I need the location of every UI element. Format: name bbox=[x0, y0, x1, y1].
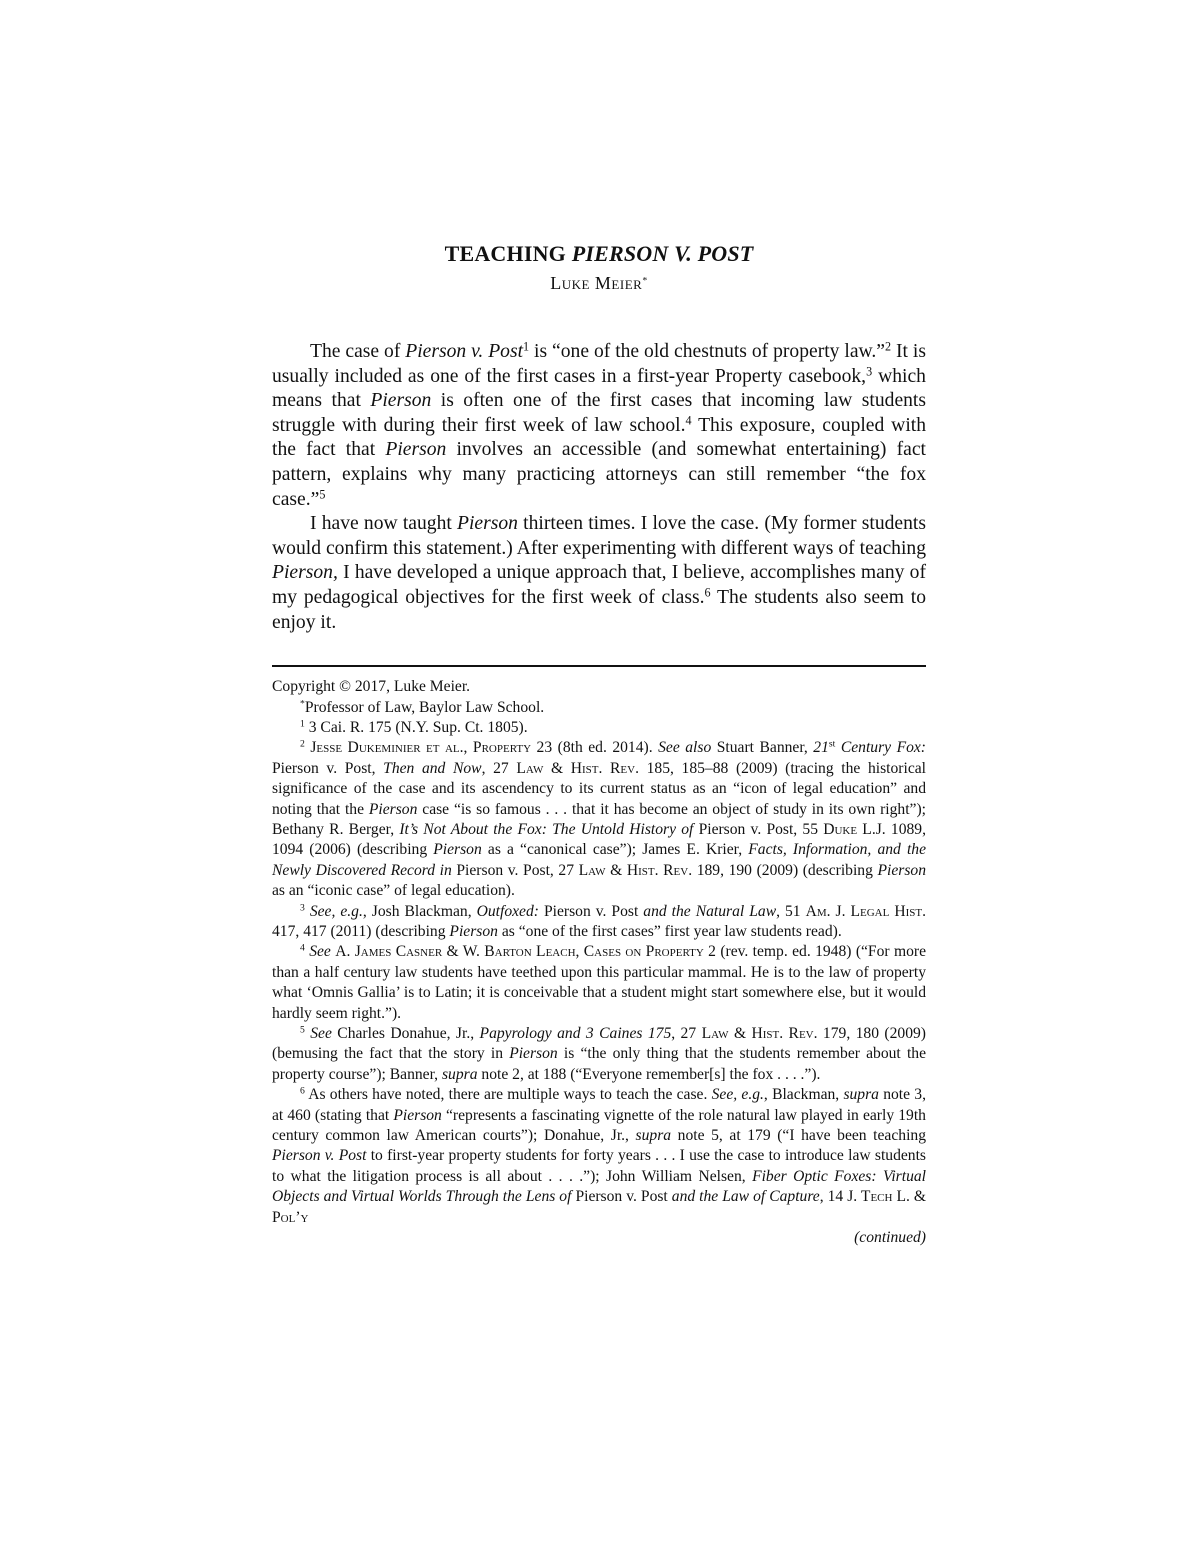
text: to first-year property students for forty years . . . I use the case to introduce law students to what the litigation process is all about . . . .”); John William Nelsen, bbox=[272, 1147, 927, 1185]
text: 417, 417 (2011) (describing bbox=[272, 923, 450, 940]
text: “represents a fascinating vignette of the role natural law played in early 19th century common law American courts”); Donahue, Jr., bbox=[272, 1106, 926, 1145]
text: , 14 bbox=[819, 1188, 848, 1206]
journal-sc: Law & Hist. Rev. bbox=[578, 861, 693, 879]
citation-sc: Jesse Dukeminier et al., Property bbox=[310, 739, 532, 757]
article-title-italic: It’s Not About the Fox: The Untold History of bbox=[399, 820, 699, 838]
continued-label bbox=[272, 1228, 926, 1248]
text: Pierson v. Post, bbox=[272, 759, 384, 777]
text: as a “canonical case”); James E. Krier, bbox=[481, 841, 749, 859]
paragraph bbox=[272, 340, 926, 512]
text: Pierson v. Post, 55 bbox=[698, 820, 824, 838]
footnote-4 bbox=[272, 942, 926, 1024]
footnote-2 bbox=[272, 738, 926, 901]
article-title-italic: Papyrology and 3 Caines 175 bbox=[479, 1025, 672, 1043]
footnote-ref: 3 bbox=[866, 363, 873, 378]
footnote-divider bbox=[272, 665, 926, 667]
footnote-5 bbox=[272, 1024, 926, 1085]
case-name: Pierson bbox=[393, 1106, 442, 1124]
text: I have now taught bbox=[310, 513, 458, 535]
text: Pierson v. Post, 27 bbox=[456, 861, 579, 879]
signal: See bbox=[309, 943, 331, 961]
text: 1089, 1094 (2006) (describing bbox=[272, 820, 926, 859]
case-name: Pierson bbox=[877, 861, 927, 879]
text: Charles Donahue, Jr., bbox=[331, 1025, 480, 1043]
footnote-3 bbox=[272, 902, 926, 943]
signal: See also bbox=[658, 739, 712, 757]
footnote-mark: 5 bbox=[300, 1024, 305, 1036]
journal-sc: Am. J. Legal Hist. bbox=[805, 902, 926, 920]
text: 185, 185–88 (2009) (tracing the historical significance of the case and its ascendency to its current status as an “icon of legal education” and noting that the bbox=[272, 759, 926, 818]
text: is “the only thing that the students remember about the property course”); Banner, bbox=[272, 1045, 926, 1083]
text: Pierson v. Post bbox=[575, 1188, 672, 1206]
signal: See, e.g. bbox=[711, 1086, 764, 1104]
article-title-italic: Outfoxed: bbox=[476, 902, 544, 920]
title-text: TEACHING bbox=[444, 241, 572, 266]
text: Pierson v. Post bbox=[543, 902, 644, 920]
article-title bbox=[272, 240, 926, 268]
supra: supra bbox=[441, 1065, 478, 1083]
journal-sc: Duke L.J. bbox=[823, 820, 886, 838]
text: It is usually included as one of the first cases in a first-year Property casebook, bbox=[272, 341, 926, 387]
author-footnote-mark: * bbox=[642, 275, 648, 287]
case-name: Pierson bbox=[449, 923, 498, 940]
citation-sc: A. James Casner & W. Barton Leach, Cases on Property bbox=[335, 943, 704, 961]
article-title-italic: Then and Now bbox=[383, 759, 482, 777]
signal: See, e.g. bbox=[309, 902, 363, 920]
text: I have developed a unique approach that, I believe, accomplishes many of my pedagogical objectives for the first week of class. bbox=[272, 562, 926, 608]
footnote-mark: 1 bbox=[300, 718, 305, 730]
text: 179, 180 (2009) (bemusing the fact that the story in bbox=[272, 1025, 926, 1063]
article-title-italic: and the Law of Capture bbox=[671, 1188, 820, 1206]
article-title-italic: Facts, Information, and the Newly Discovered Record in bbox=[272, 841, 926, 879]
footnote-ref: 6 bbox=[704, 585, 711, 600]
text: is “one of the old chestnuts of property law.” bbox=[529, 341, 886, 362]
author-line bbox=[272, 272, 926, 296]
text: As others have noted, there are multiple ways to teach the case. bbox=[304, 1086, 712, 1104]
text: as an “iconic case” of legal education). bbox=[272, 882, 515, 900]
text: , 27 bbox=[671, 1025, 702, 1043]
text: The students also seem to enjoy it. bbox=[272, 586, 926, 633]
case-name: Pierson v. Post bbox=[272, 1147, 367, 1165]
text: , 27 bbox=[481, 759, 517, 777]
text: thirteen times. I love the case. (My former students would confirm this statement.) After experimenting with different ways of teaching bbox=[272, 513, 926, 559]
case-name: Pierson bbox=[433, 841, 482, 859]
ordinal: st bbox=[828, 739, 836, 751]
article-title-italic: and the Natural Law bbox=[643, 902, 777, 920]
text: , 51 bbox=[776, 902, 806, 920]
case-name: Pierson, bbox=[272, 562, 338, 584]
article-title-italic: 21 bbox=[813, 739, 829, 757]
footnotes bbox=[272, 677, 926, 1248]
text: , Blackman, bbox=[763, 1086, 844, 1104]
footnote-mark: 4 bbox=[300, 943, 305, 955]
footnote-ref: 1 bbox=[523, 339, 530, 354]
text: 3 Cai. R. 175 (N.Y. Sup. Ct. 1805). bbox=[304, 718, 528, 736]
text: This exposure, coupled with the fact that bbox=[272, 414, 926, 461]
case-name: Pierson bbox=[457, 513, 518, 535]
journal-sc: Law & Hist. Rev. bbox=[516, 759, 639, 777]
footnote-mark: * bbox=[300, 698, 305, 710]
footnote-6 bbox=[272, 1085, 926, 1228]
text: case “is so famous . . . that it has become an object of study in its own right”); Bethany R. Berger, bbox=[272, 800, 927, 838]
footnote-mark: 3 bbox=[300, 902, 305, 914]
article-title-italic: Fiber Optic Foxes: Virtual Objects and Virtual Worlds Through the Lens of bbox=[272, 1167, 926, 1206]
continued-text: (continued) bbox=[854, 1229, 926, 1247]
text: note 3, at 460 (stating that bbox=[272, 1086, 927, 1124]
author-name: Luke Meier bbox=[550, 273, 643, 293]
text: involves an accessible (and somewhat entertaining) fact pattern, explains why many practicing attorneys can still remember “the fox case.” bbox=[272, 439, 926, 510]
journal-sc: Law & Hist. Rev. bbox=[701, 1025, 818, 1043]
text: 2 (rev. temp. ed. 1948) (“For more than a half century law students have teethed upon this particular mammal. He is to the law of property what ‘Omnis Gallia’ is to Latin; it is conceivable that a student might start somewhere else, but it would hardly seem right.”). bbox=[272, 943, 926, 1022]
text: Stuart Banner, bbox=[711, 739, 814, 757]
paragraph bbox=[272, 512, 926, 635]
footnote-mark: 6 bbox=[300, 1085, 305, 1097]
case-name: Pierson v. Post bbox=[405, 341, 524, 362]
text: 189, 190 (2009) (describing bbox=[692, 861, 878, 879]
supra: supra bbox=[843, 1086, 879, 1104]
case-name: Pierson bbox=[370, 390, 432, 412]
text: is often one of the first cases that incoming law students struggle with during their first week of law school. bbox=[272, 390, 927, 436]
text: note 2, at 188 (“Everyone remember[s] the fox . . . .”). bbox=[477, 1065, 821, 1083]
text: Professor of Law, Baylor Law School. bbox=[304, 698, 545, 716]
footnote-star bbox=[272, 698, 926, 718]
case-name: Pierson bbox=[509, 1045, 558, 1063]
footnote-1 bbox=[272, 718, 926, 738]
case-name: Pierson bbox=[368, 800, 418, 818]
case-name: Pierson bbox=[385, 439, 447, 461]
article-title-italic: Century Fox: bbox=[835, 739, 927, 757]
copyright-notice: Copyright © 2017, Luke Meier. bbox=[272, 678, 471, 696]
journal-sc: J. Tech L. & Pol’y bbox=[272, 1188, 926, 1226]
text: note 5, at 179 (“I have been teaching bbox=[671, 1127, 926, 1145]
body-text bbox=[272, 340, 926, 635]
footnote-ref: 2 bbox=[885, 339, 892, 354]
signal: See bbox=[310, 1025, 332, 1043]
text: , Josh Blackman, bbox=[362, 902, 477, 920]
page bbox=[272, 240, 926, 1249]
footnote-mark: 2 bbox=[300, 739, 305, 751]
footnote-ref: 5 bbox=[319, 486, 326, 501]
footnote-ref: 4 bbox=[685, 413, 692, 428]
text: which means that bbox=[272, 365, 926, 412]
text: The case of bbox=[310, 341, 406, 362]
text: 23 (8th ed. 2014). bbox=[531, 739, 659, 757]
title-case-name: PIERSON V. POST bbox=[571, 241, 754, 266]
supra: supra bbox=[635, 1127, 672, 1145]
text: as “one of the first cases” first year law students read). bbox=[497, 923, 842, 940]
